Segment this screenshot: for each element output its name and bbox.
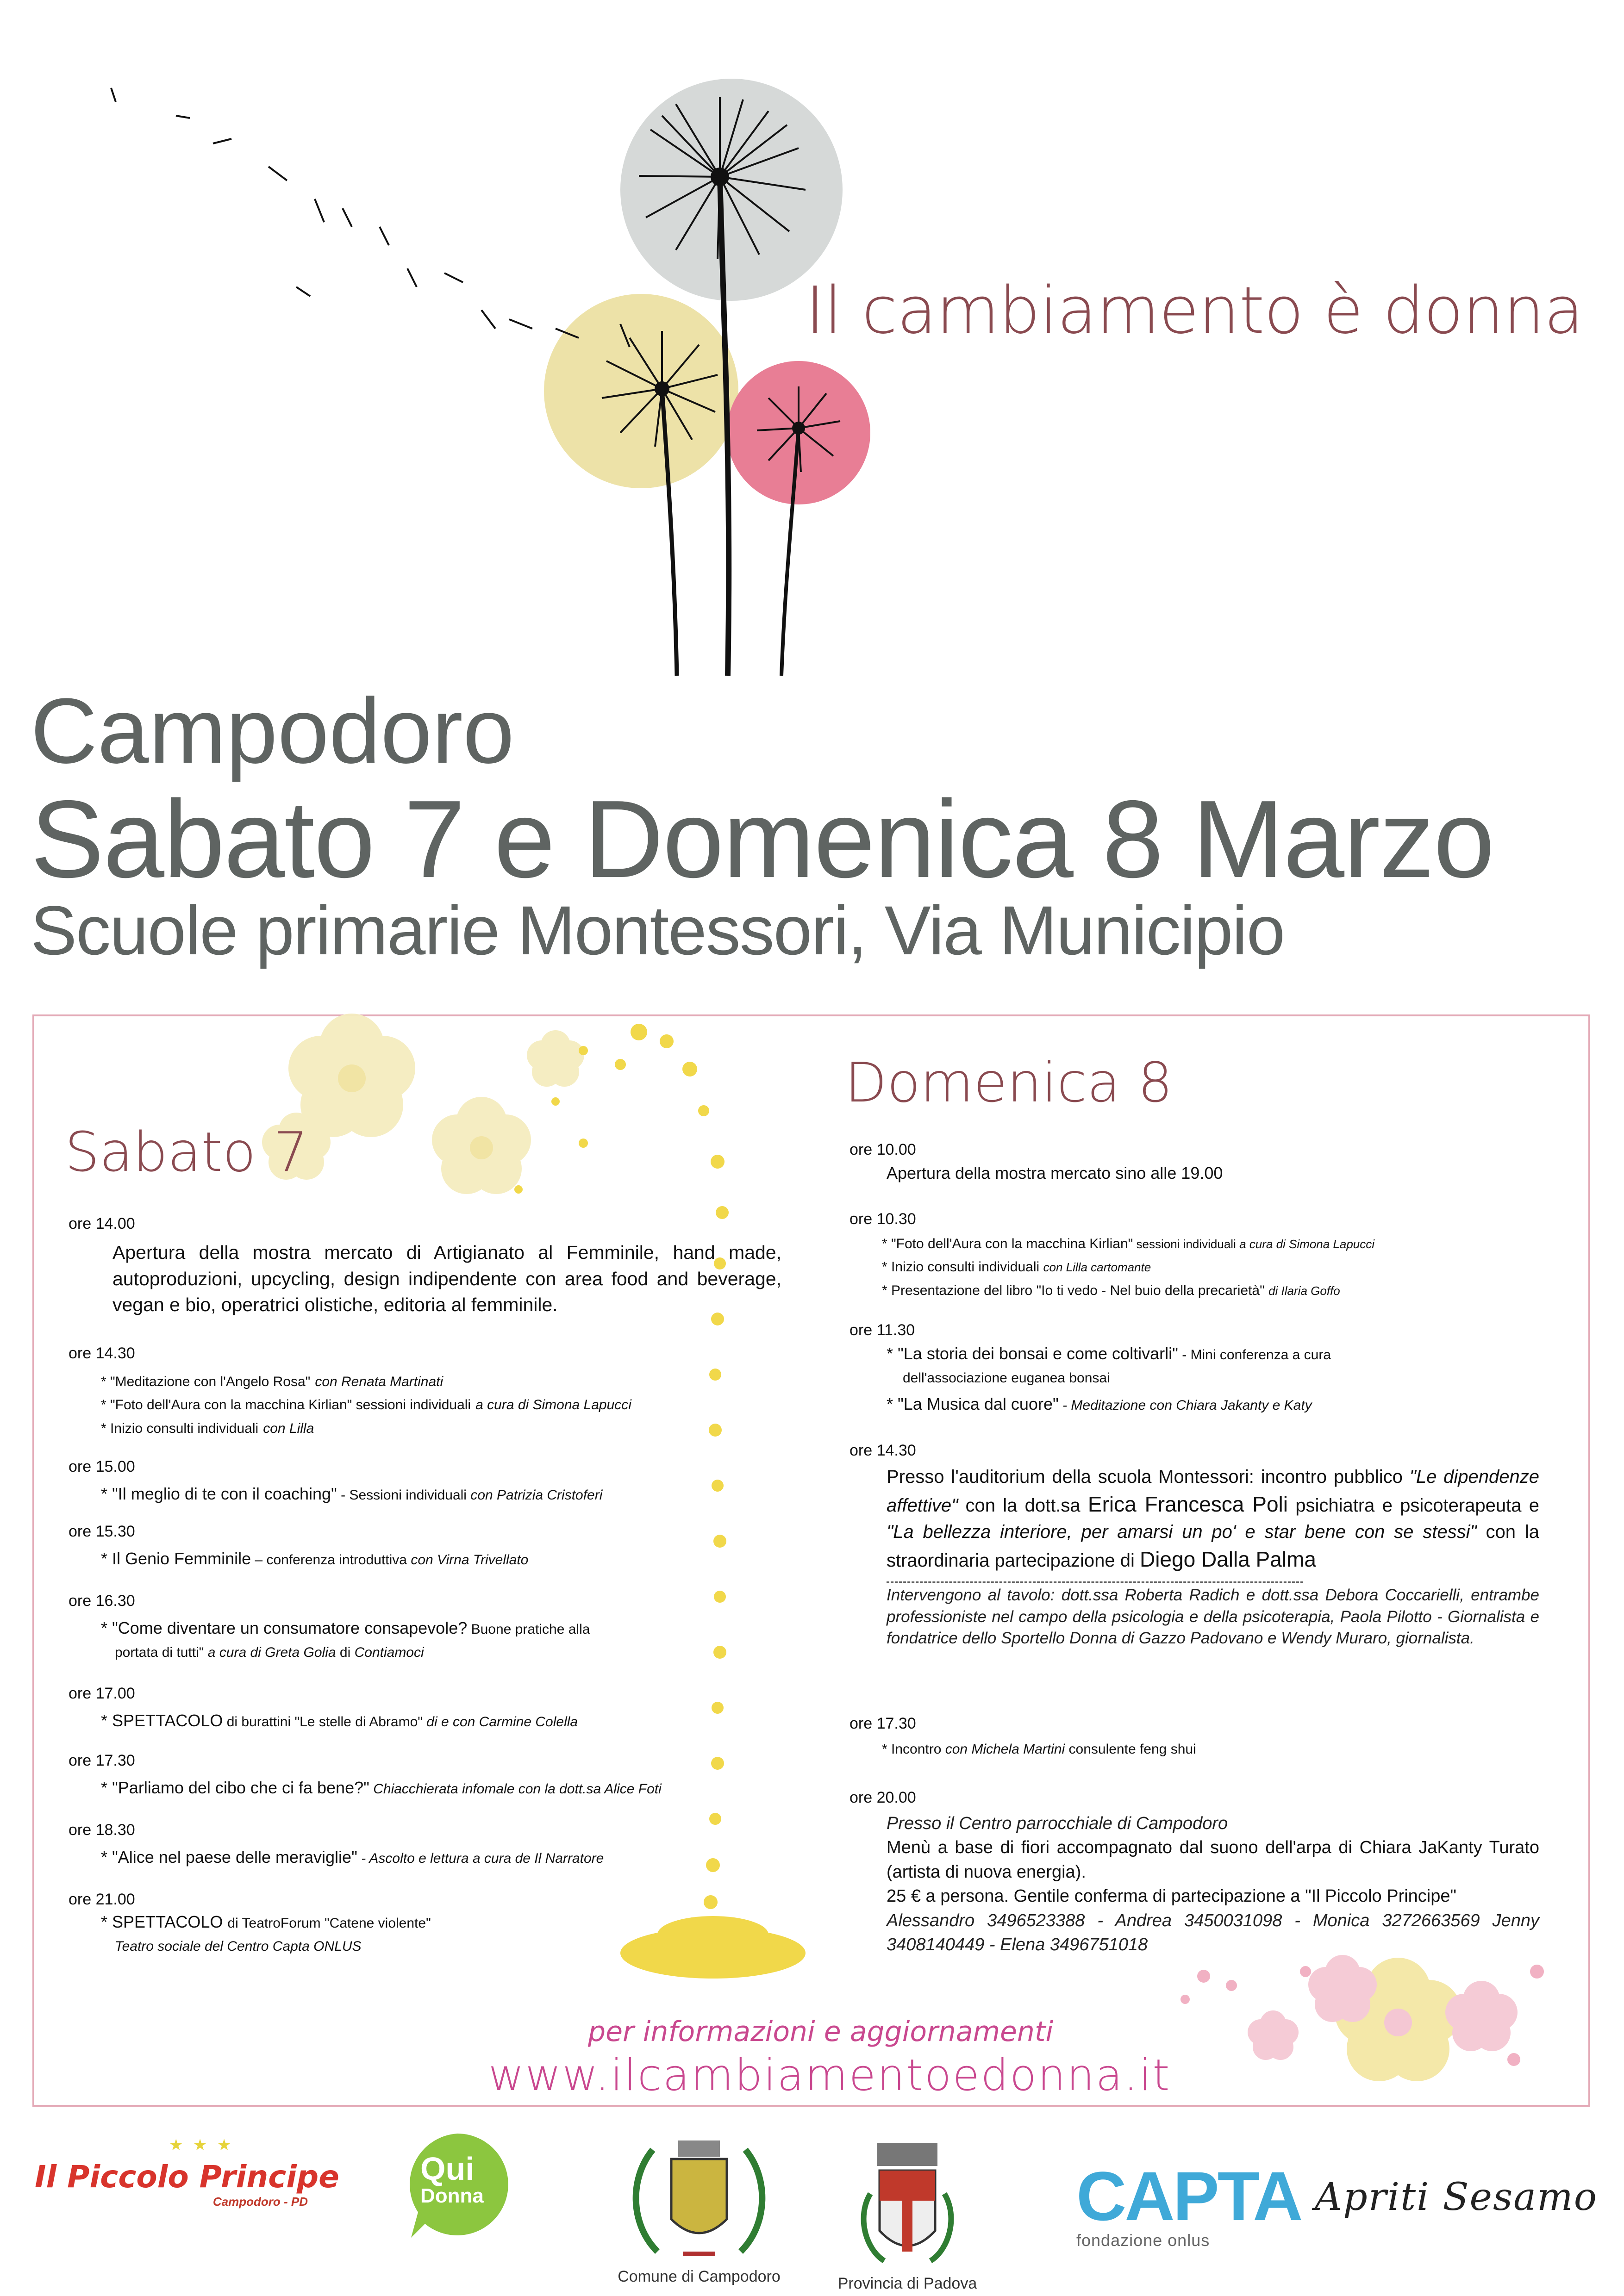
activity-title: * SPETTACOLO [101,1912,228,1931]
sat-slot-1400 [69,1215,781,1318]
slot-line [69,1776,662,1799]
activity-desc: di TeatroForum "Catene violente" [227,1916,431,1931]
dinner-venue: Presso il Centro parrocchiale di Campodoro [887,1814,1228,1833]
slot-time: ore 10.00 [849,1141,916,1158]
activity-title: * Presentazione del libro "Io ti vedo - Nel buio della precarietà" [882,1282,1269,1298]
talk-title: "La bellezza interiore, per amarsi un po' e star bene con se stessi" [887,1521,1477,1542]
activity-title: * "Parliamo del cibo che ci fa bene?" [101,1778,369,1797]
slot-time: ore 21.00 [69,1891,135,1908]
activity-title: * Il Genio Femminile [101,1549,251,1568]
coat-of-arms-icon [602,2131,796,2265]
sat-slot-1630 [69,1592,590,1663]
dandelion-illustration [93,69,880,699]
sat-slot-1430 [69,1344,631,1439]
speaker-name: Erica Francesca Poli [1087,1492,1288,1517]
logo-capta [1076,2157,1301,2250]
event-venue: Scuole primarie Montessori, Via Municipio [31,891,1285,969]
activity-host: con Lilla cartomante [1043,1260,1151,1275]
activity-title: * "Alice nel paese delle meraviglie" [101,1848,357,1867]
slot-line [849,1365,1331,1388]
desc-part: con la straordinaria partecipazione di [887,1521,1539,1571]
sun-slot-1000 [849,1141,1223,1185]
logo-caption: Provincia di Padova [837,2275,977,2292]
slot-description [849,1464,1539,1574]
sat-slot-1500 [69,1458,602,1506]
activity-desc: Buone pratiche alla [467,1622,590,1637]
slot-description: Apertura della mostra mercato di Artigianato al Femminile, hand made, autoproduzioni, upcycling, design indipendente con area food and beverage, vegan e bio, operatrici olistiche, editoria al femminile. [112,1242,781,1316]
activity-desc: di [336,1645,355,1661]
slot-time: ore 14.00 [69,1215,135,1232]
activity-title: * "Meditazione con l'Angelo Rosa" [101,1374,311,1389]
activity-desc: consulente feng shui [1065,1742,1196,1757]
sat-slot-1830 [69,1821,604,1869]
slot-time: ore 17.30 [849,1715,916,1732]
slot-line [69,1482,602,1506]
activity-desc: - Ascolto e lettura a cura de Il Narratore [357,1851,604,1866]
slot-line [849,1342,1331,1365]
logo-subtext: fondazione onlus [1076,2231,1210,2250]
activity-title: * Incontro [882,1742,945,1757]
activity-title: * "Come diventare un consumatore consapevole? [101,1618,468,1637]
dinner-price: 25 € a persona. Gentile conferma di partecipazione a "Il Piccolo Principe" [887,1886,1456,1906]
sunday-title: Domenica 8 [845,1051,1173,1114]
activity-host: a cura di Simona Lapucci [1239,1237,1375,1251]
activity-desc: dell'associazione euganea bonsai [903,1370,1110,1386]
desc-part: con la dott.sa [958,1495,1088,1516]
dinner-description: Menù a base di fiori accompagnato dal suono dell'arpa di Chiara JaKanty Turato (artista di nuova energia). [887,1838,1539,1882]
slot-line [849,1393,1331,1416]
slot-time: ore 14.30 [849,1442,916,1459]
activity-title: * "Foto dell'Aura con la macchina Kirlian" [882,1236,1133,1251]
logo-text: Donna [420,2184,484,2207]
slot-time: ore 17.00 [69,1685,135,1702]
event-dates: Sabato 7 e Domenica 8 Marzo [31,778,1494,901]
sun-slot-1730 [849,1715,1196,1760]
activity-host: - Meditazione con Chiara Jakanty e Katy [1058,1397,1312,1413]
dashed-divider [887,1581,1303,1583]
event-city: Campodoro [31,679,515,783]
activity-host: di Ilaria Goffo [1268,1283,1340,1298]
activity-title: * "La Musica dal cuore" [887,1394,1059,1413]
info-label: per informazioni e aggiornamenti [588,2016,1054,2048]
talk-title: "Le dipendenze affettive" [887,1467,1539,1516]
activity-desc: - Mini conferenza a cura [1178,1347,1331,1363]
activity-host: con Renata Martinati [315,1374,443,1389]
activity-title: * "Foto dell'Aura con la macchina Kirlian" sessioni individuali [101,1397,471,1413]
saturday-title: Sabato 7 [65,1120,308,1184]
activity-title: * Inizio consulti individuali [882,1259,1043,1275]
activity-desc: – conferenza introduttiva [251,1552,411,1568]
slot-line [69,1934,431,1957]
logo-qui-donna [402,2129,513,2240]
slot-line [849,1736,1196,1760]
activity-host: Contiamoci [354,1645,424,1661]
slot-description: Apertura della mostra mercato sino alle 19.00 [887,1164,1223,1182]
decorative-flowers [259,995,907,2036]
activity-host: a cura di Simona Lapucci [475,1397,631,1413]
star-icon: ★ ★ ★ [169,2136,234,2154]
slot-line [69,1617,590,1640]
sat-slot-1530 [69,1523,528,1570]
slot-line [69,1416,631,1439]
slot-line [69,1709,578,1732]
slot-time: ore 14.30 [69,1344,135,1362]
activity-host: con Michela Martini [945,1742,1065,1757]
logo-text: Il Piccolo Principe [35,2159,339,2195]
activity-desc: Chiacchierata infomale con la dott.sa Alice Foti [369,1781,662,1797]
slot-line [69,1640,590,1663]
logo-text: Apriti Sesamo [1315,2175,1598,2219]
sun-slot-1130 [849,1321,1331,1416]
slot-line [69,1547,528,1570]
logo-subtext: Campodoro - PD [212,2195,308,2209]
activity-host: con Lilla [263,1420,314,1436]
slot-time: ore 15.30 [69,1523,135,1540]
slot-line [69,1846,604,1869]
decorative-pink-flowers [1157,1944,1574,2101]
activity-desc: - Sessioni individuali [337,1487,471,1503]
slot-line [849,1278,1374,1301]
activity-title: * "La storia dei bonsai e come coltivarli" [887,1344,1178,1363]
activity-title: portata di tutti" [115,1645,204,1661]
slot-line [849,1254,1374,1277]
logo-provincia-padova [833,2138,981,2293]
activity-title: * "Il meglio di te con il coaching" [101,1484,337,1503]
sat-slot-2100 [69,1891,431,1957]
logo-caption: Comune di Campodoro [618,2268,781,2285]
slot-time: ore 18.30 [69,1821,135,1839]
desc-part: Presso l'auditorium della scuola Montessori: incontro pubblico [887,1467,1410,1487]
logo-text: Qui [420,2151,475,2187]
activity-host: con Virna Trivellato [411,1552,529,1568]
dinner-contacts: Alessandro 3496523388 - Andrea 3450031098 - Monica 3272663569 Jenny 3408140449 - Elena 3496751018 [887,1910,1539,1955]
activity-host: a cura di Greta Golia [204,1645,336,1661]
slot-time: ore 16.30 [69,1592,135,1610]
slot-line [69,1369,631,1392]
logo-piccolo-principe [35,2136,339,2209]
activity-desc: sessioni individuali [1133,1237,1240,1251]
slot-time: ore 11.30 [849,1321,915,1339]
activity-host: con Patrizia Cristoferi [470,1487,603,1503]
logo-text: CAPTA [1076,2157,1301,2235]
activity-host: di e con Carmine Colella [426,1714,578,1730]
logo-comune-campodoro [602,2131,796,2286]
website-link[interactable]: www.ilcambiamentoedonna.it [488,2050,1171,2101]
slot-time: ore 15.00 [69,1458,135,1475]
slot-line [849,1231,1374,1254]
tagline: Il cambiamento è donna [806,273,1584,348]
activity-desc: di burattini "Le stelle di Abramo" [223,1714,427,1730]
sun-slot-1030 [849,1210,1374,1301]
slot-time: ore 17.30 [69,1752,135,1769]
coat-of-arms-icon [833,2138,981,2272]
slot-time: ore 10.30 [849,1210,916,1228]
sat-slot-1730 [69,1752,662,1799]
sun-slot-2000 [849,1789,1539,1957]
sun-slot-1430 [849,1442,1539,1649]
slot-line [69,1392,631,1415]
logo-apriti-sesamo [1315,2175,1598,2219]
panel-note: Intervengono al tavolo: dott.ssa Roberta Radich e dott.ssa Debora Coccarielli, entrambe professioniste nel campo della psicologia e della psicoterapia, Paola Pilotto - Giornalista e fondatrice dello Sportello Donna di Gazzo Padovano e Wendy Muraro, giornalista. [887,1586,1539,1647]
activity-title: * Inizio consulti individuali [101,1420,259,1436]
activity-title: * SPETTACOLO [101,1711,223,1730]
activity-host: Teatro sociale del Centro Capta ONLUS [115,1939,362,1954]
desc-part: psichiatra e psicoterapeuta e [1287,1495,1539,1516]
slot-line [69,1910,431,1934]
sat-slot-1700 [69,1685,578,1732]
guest-name: Diego Dalla Palma [1139,1547,1316,1571]
slot-time: ore 20.00 [849,1789,916,1806]
